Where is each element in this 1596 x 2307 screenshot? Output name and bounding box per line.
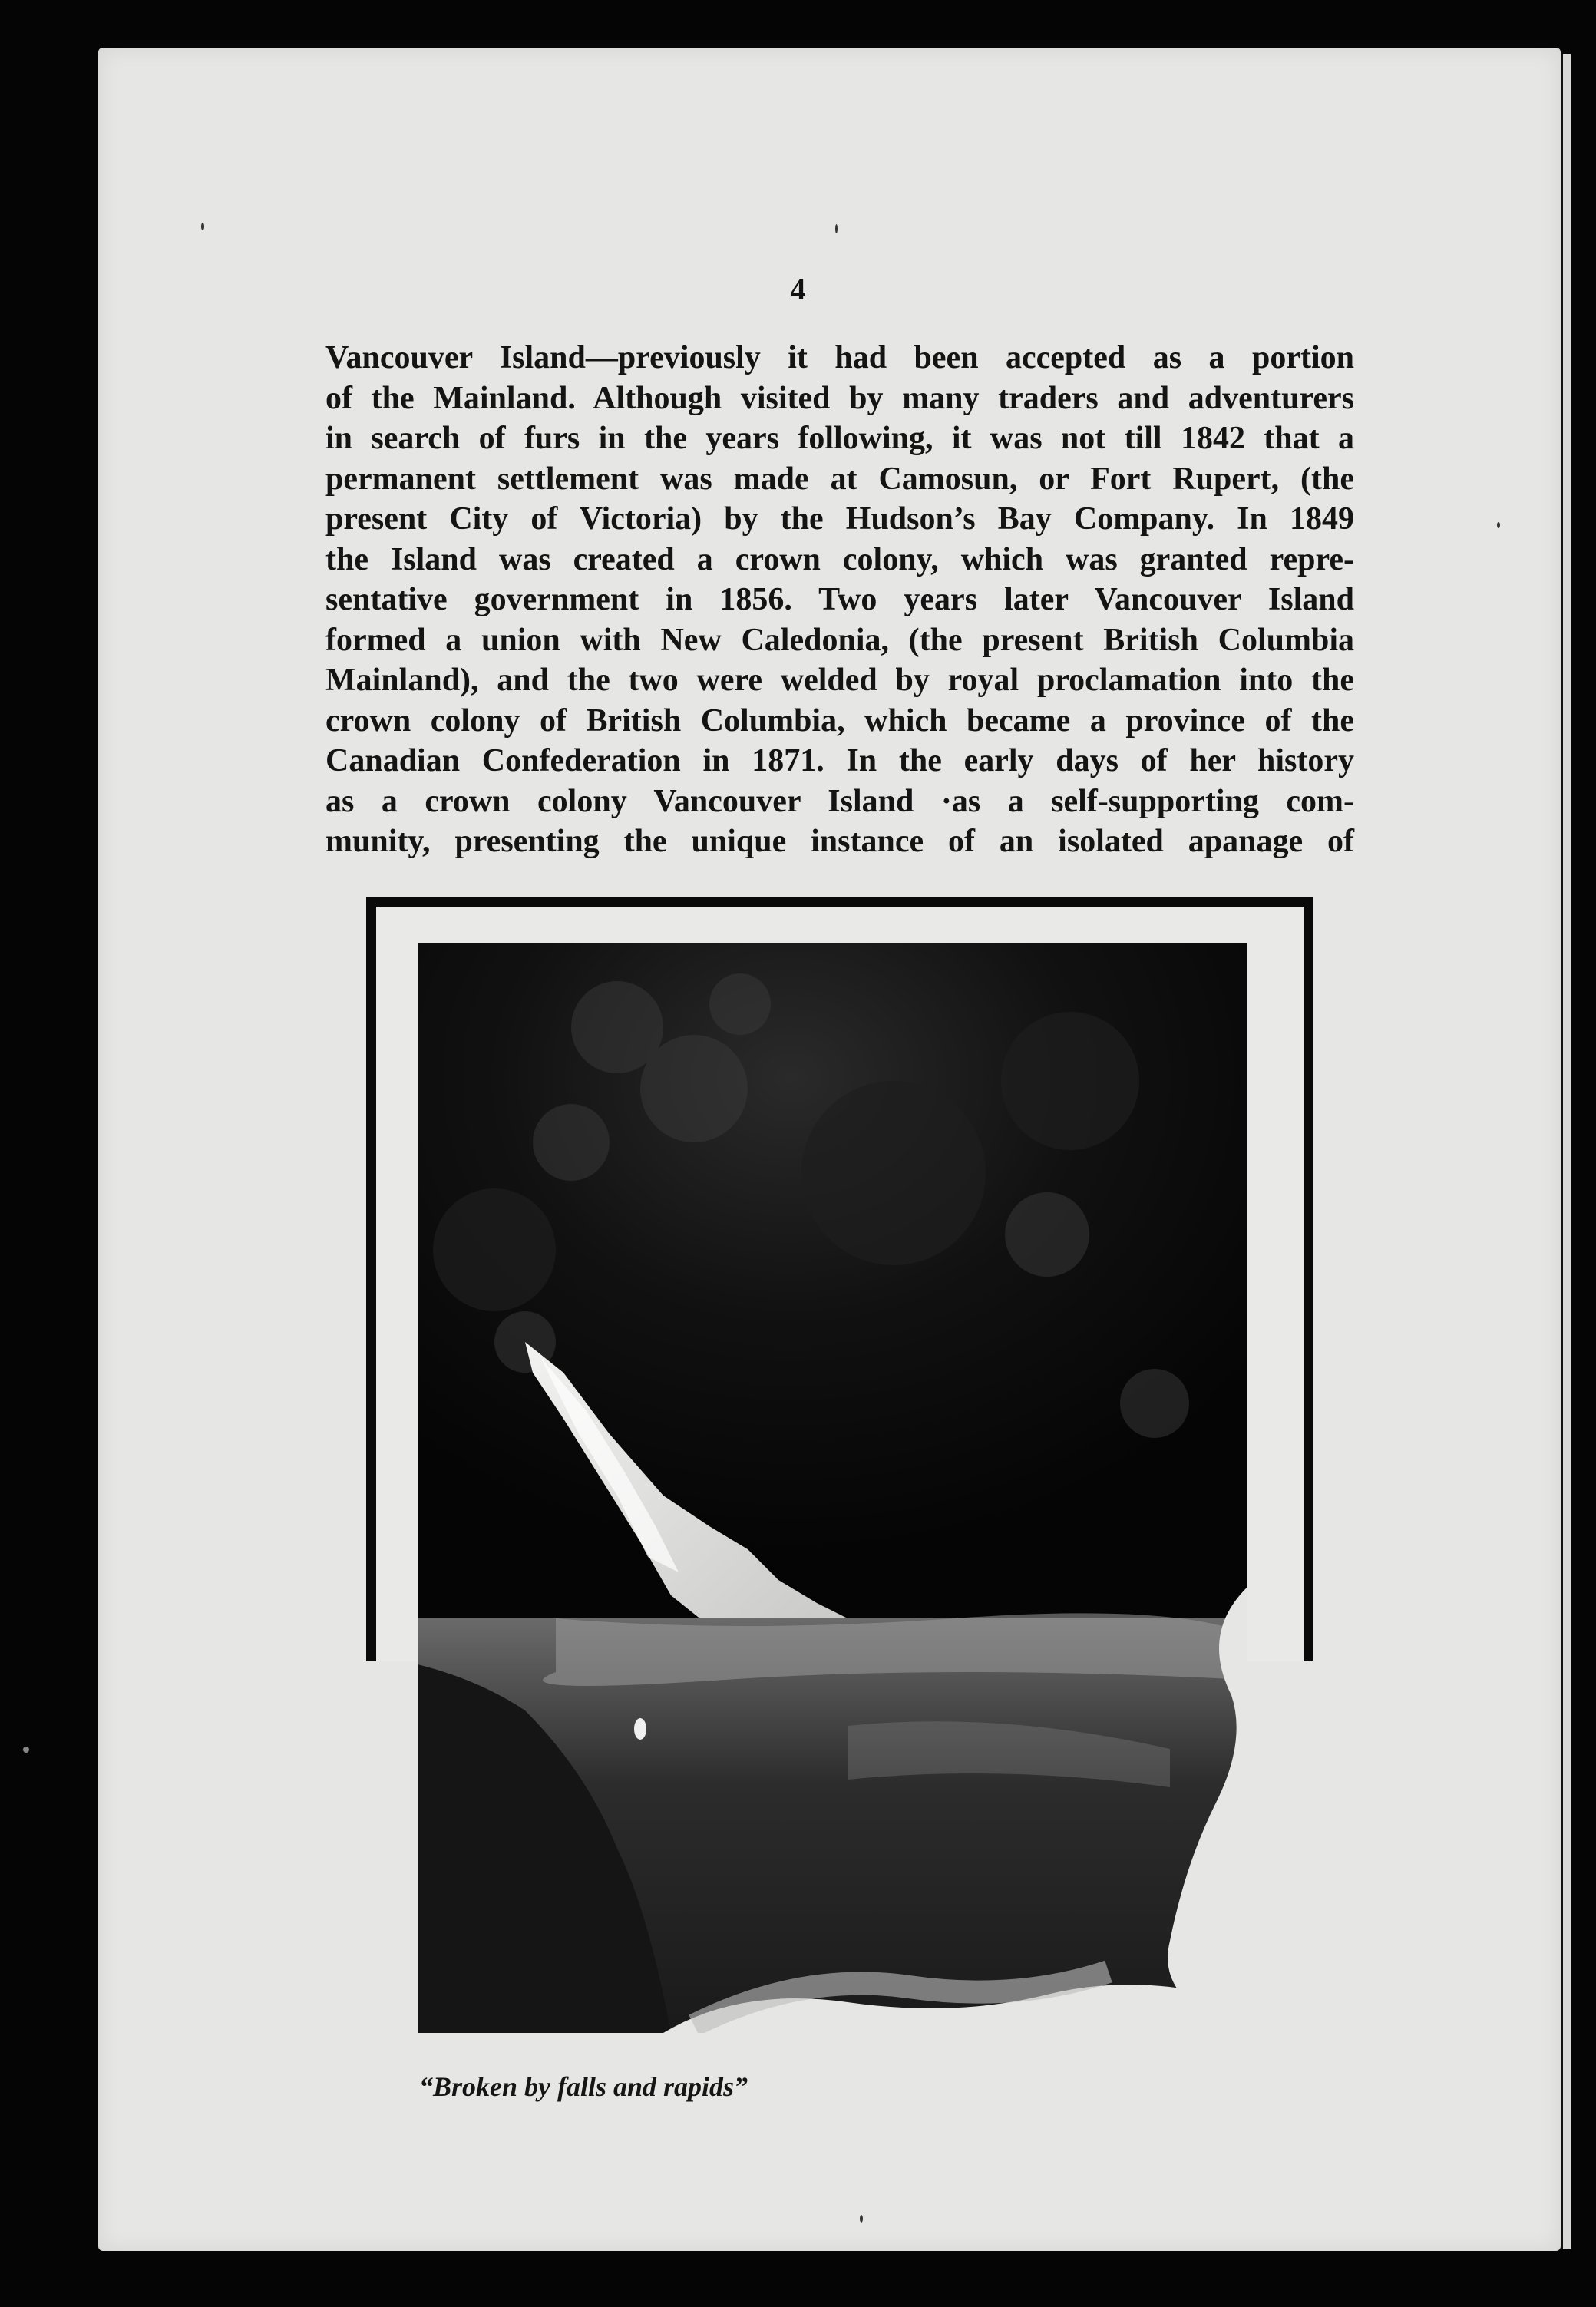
text-line: present City of Victoria) by the Hudson’s Bay Company. In 1849	[325, 501, 1354, 537]
figure-caption: “Broken by falls and rapids”	[419, 2071, 748, 2102]
text-line: crown colony of British Columbia, which became a province of the	[325, 702, 1354, 739]
text-line: of the Mainland. Although visited by many traders and adventurers	[325, 380, 1354, 416]
text-line: munity, presenting the unique instance of an isolated apanage of	[325, 824, 1354, 859]
text-line: formed a union with New Caledonia, (the present British Columbia	[325, 622, 1354, 658]
text-line: permanent settlement was made at Camosun, or Fort Rupert, (the	[325, 461, 1354, 497]
scan-speck	[835, 224, 838, 233]
page-edge	[1561, 54, 1571, 2249]
body-paragraph	[325, 338, 1354, 862]
text-line: in search of furs in the years following, it was not till 1842 that a	[325, 421, 1354, 456]
text-line: Canadian Confederation in 1871. In the early days of her history	[325, 743, 1354, 778]
scan-speck	[860, 2215, 863, 2223]
text-line: sentative government in 1856. Two years later Vancouver Island	[325, 582, 1354, 617]
text-line: the Island was created a crown colony, which was granted repre-	[325, 541, 1354, 577]
scan-speck	[1497, 522, 1500, 528]
page-number: 4	[790, 272, 806, 306]
scan-speck	[201, 223, 204, 230]
text-line: Mainland), and the two were welded by royal proclamation into the	[325, 663, 1354, 698]
waterfall-photo	[418, 943, 1247, 2033]
text-line: Vancouver Island—previously it had been accepted as a portion	[325, 340, 1354, 375]
text-line: as a crown colony Vancouver Island ·as a self-supporting com-	[325, 783, 1354, 819]
scan-speck	[23, 1747, 29, 1753]
